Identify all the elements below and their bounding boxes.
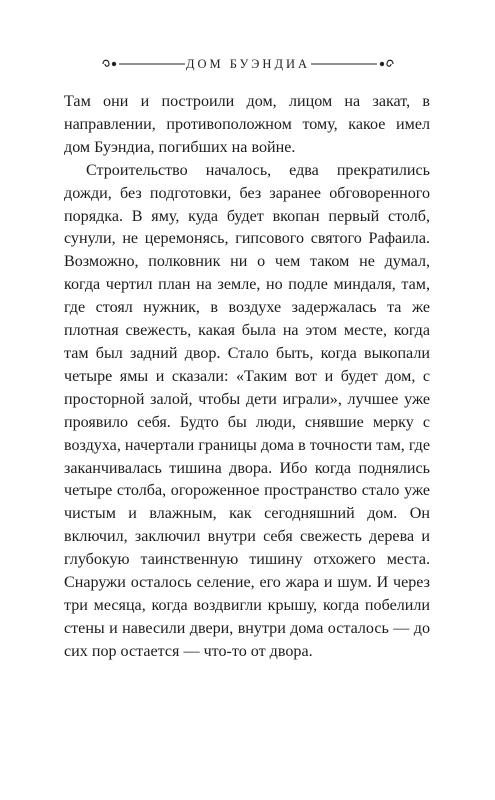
paragraph-continuation: Там они и построили дом, лицом на закат, в направлении, противоположном тому, какое имел дом Буэндиа, погибших на войне. xyxy=(64,93,430,156)
running-title: ДОМ БУЭНДИА xyxy=(185,56,311,71)
body-text xyxy=(64,91,430,664)
paragraph-construction: Строительство началось, едва прекратились дожди, без подготовки, без заранее обговоренного порядка. В яму, куда будет вкопан первый столб, сунули, не церемонясь, гипсового святого Рафаила. Возможно, полковник ни о чем таком не думал, когда чертил план на земле, но подле миндаля, там, где стоял нужник, в воздухе задержалась та же плотная свежесть, какая была на этом месте, когда там был задний двор. Стало быть, когда выкопали четыре ямы и сказали: «Таким вот и будет дом, с просторной залой, чтобы дети играли», лучшее уже проявило себя. Будто бы люди, снявшие мерку с воздуха, начертали границы дома в точности там, где заканчивалась тишина двора. Ибо когда поднялись четыре столба, огороженное пространство стало уже чистым и влажным, как сегодняшний дом. Он включил, заключил внутри себя свежесть дерева и глубокую таинственную тишину отхожего места. Снаружи осталось селение, его жара и шум. И через три месяца, когда воздвигли крышу, когда побелили стены и навесили двери, внутри дома осталось — до сих пор остается — что-то от двора. xyxy=(64,161,430,660)
ornament-left-icon xyxy=(97,53,187,75)
running-header xyxy=(97,53,399,75)
ornament-right-icon xyxy=(309,53,399,75)
